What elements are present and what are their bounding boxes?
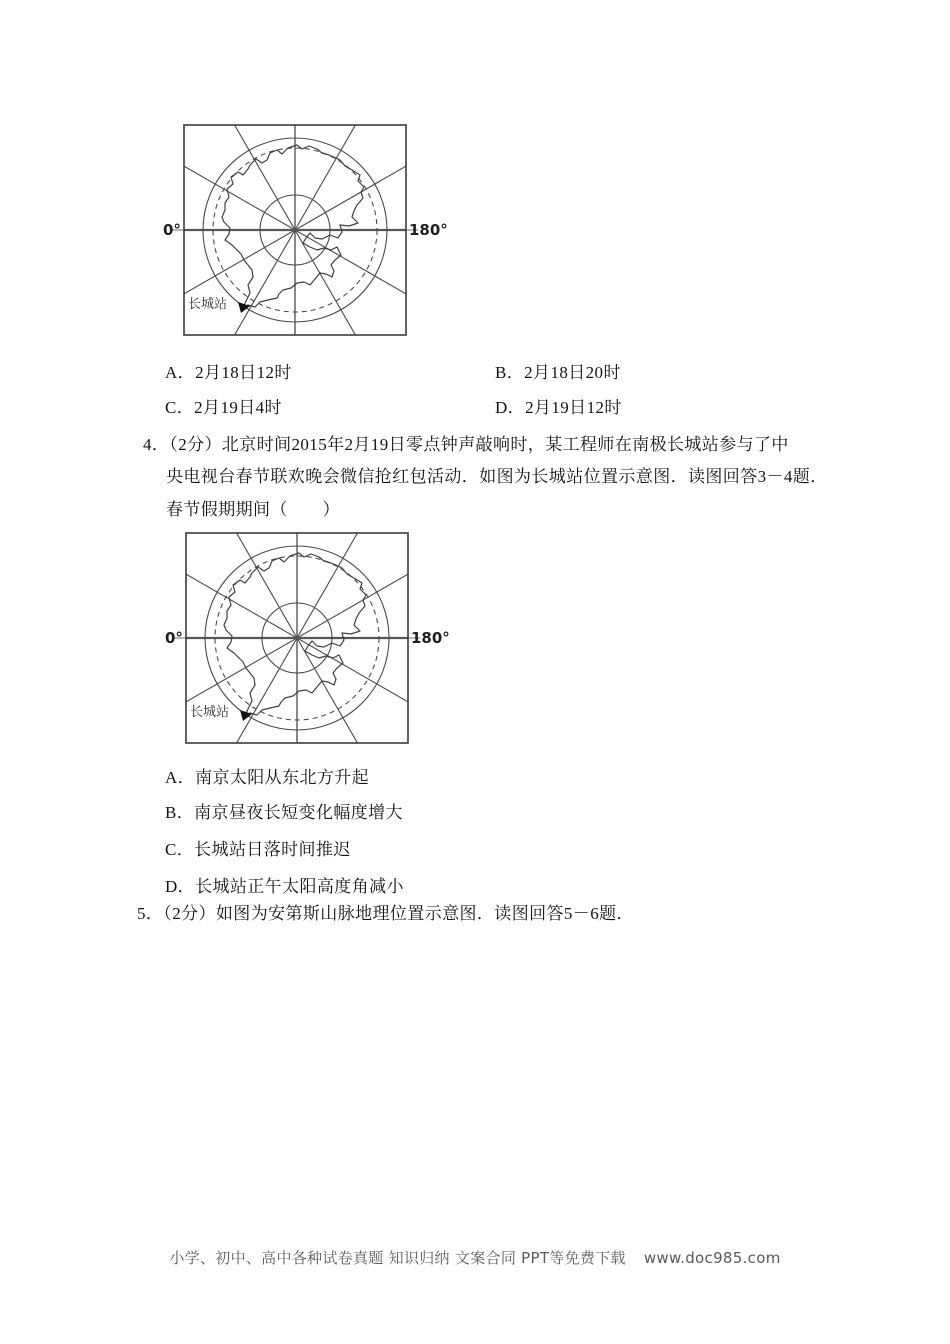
q3-option-b: B．2月18日20时 (495, 363, 621, 382)
q4-option-d: D．长城站正午太阳高度角减小 (165, 877, 404, 896)
q3-option-a: A．2月18日12时 (165, 363, 292, 382)
q4-stem-line-2: 央电视台春节联欢晚会微信抢红包活动．如图为长城站位置示意图．读图回答3－4题． (166, 467, 828, 486)
page-footer (0, 1247, 950, 1268)
map-right-longitude-label: 180° (411, 629, 450, 647)
map-left-longitude-label: 0° (163, 221, 181, 239)
station-label: 长城站 (188, 297, 228, 312)
q3-option-c: C．2月19日4时 (165, 398, 282, 417)
map-right-longitude-label: 180° (409, 221, 448, 239)
footer-url: www.doc985.com (643, 1249, 781, 1267)
q5-stem-line: 5．（2分）如图为安第斯山脉地理位置示意图．读图回答5－6题． (137, 904, 634, 923)
station-label: 长城站 (190, 705, 230, 720)
polar-map-figure-2 (160, 530, 450, 746)
q4-option-a: A．南京太阳从东北方升起 (165, 768, 370, 787)
q4-option-c: C．长城站日落时间推迟 (165, 840, 351, 859)
map-left-longitude-label: 0° (165, 629, 183, 647)
footer-site-text: 小学、初中、高中各种试卷真题 知识归纳 文案合同 PPT等免费下载 (169, 1249, 626, 1267)
polar-map-figure-1 (158, 122, 448, 338)
q4-stem-line-3: 春节假期期间（ ） (166, 500, 340, 519)
q3-option-d: D．2月19日12时 (495, 398, 622, 417)
q4-option-b: B．南京昼夜长短变化幅度增大 (165, 803, 403, 822)
q4-stem-line-1: 4．（2分）北京时间2015年2月19日零点钟声敲响时，某工程师在南极长城站参与了中 (143, 435, 789, 454)
